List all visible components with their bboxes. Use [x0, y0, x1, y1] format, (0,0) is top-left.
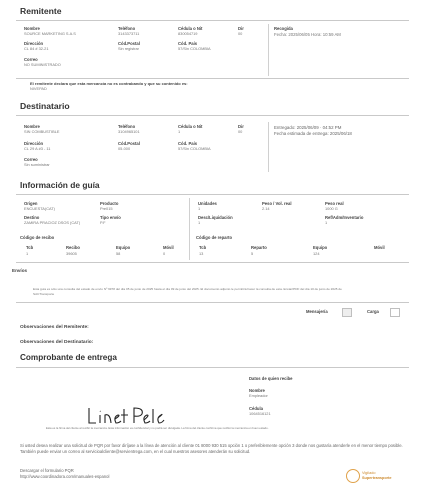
destinatario-cedula-label: Cédula o Nit	[178, 124, 203, 129]
footer-descargar: Descargar el formulario PQR	[20, 468, 74, 473]
recibo-col-label: Recibo	[66, 245, 80, 250]
remitente-divider	[16, 20, 409, 21]
guia-vdivider	[189, 198, 190, 260]
remitente-correo-value: NO SUMINISTRADO	[24, 62, 61, 67]
destinatario-title: Destinatario	[20, 101, 70, 111]
destinatario-direccion-value: CL 29 A #3 - 11	[24, 146, 51, 151]
obs-remitente-label: Observaciones del Remitente:	[20, 325, 89, 330]
supertransporte-logo-icon	[346, 469, 360, 483]
reparto-col-label: Reparto	[251, 245, 267, 250]
mensajeria-label: Mensajería	[306, 309, 328, 314]
peso-vol-value: 2.14	[262, 206, 270, 211]
destinatario-codpostal-label: Cód.Postal	[118, 141, 140, 146]
recibe-cedula-label: Cédula	[249, 406, 263, 411]
remitente-dir-label: Dir	[238, 26, 244, 31]
destinatario-vdivider	[268, 122, 269, 172]
destinatario-nombre-value: SIN COMBUSTIBLE	[24, 129, 60, 134]
descuento-value: 1	[198, 220, 201, 225]
comprobante-divider	[16, 367, 409, 368]
remitente-codpais-value: 57/Sin COLOMBIA	[178, 46, 211, 51]
supertransporte-logo-text	[362, 471, 392, 480]
logo-text-vigilado: Vigilado	[362, 471, 376, 475]
recogida-value: Fecha: 2025/06/05 Hora: 10:59 AM	[274, 32, 341, 37]
destinatario-telefono-value: 3104965101	[118, 129, 140, 134]
carga-checkbox[interactable]	[390, 308, 400, 317]
recibo-col-value: 0	[163, 251, 166, 256]
remitente-title: Remitente	[20, 6, 62, 16]
origen-label: Origen	[24, 201, 38, 206]
envios-line2: SACTransporte	[33, 292, 55, 296]
remitente-cedula-value: 830054719	[178, 31, 198, 36]
remitente-telefono-value: 3143373711	[118, 31, 140, 36]
destinatario-nombre-label: Nombre	[24, 124, 40, 129]
destinatario-codpostal-value: 05-000	[118, 146, 131, 151]
remitente-codpostal-value: Sin registrar	[118, 46, 139, 51]
unidades-value: 1	[198, 206, 201, 211]
reparto-col-label: Equipo	[313, 245, 328, 250]
guia-title: Información de guía	[20, 180, 100, 190]
guia-divider	[16, 194, 409, 195]
peso-real-label: Peso real	[325, 201, 344, 206]
codigo-reparto-label: Código de reparto	[196, 235, 233, 240]
guia-bottom-divider	[16, 262, 409, 263]
reparto-col-value: 124	[313, 251, 320, 256]
destinatario-cedula-value: 1	[178, 129, 181, 134]
datos-quien-recibe: Datos de quien recibe	[249, 376, 293, 381]
reparto-col-value: 5	[251, 251, 254, 256]
destinatario-dir-label: Dir	[238, 124, 244, 129]
codigo-recibo-label: Código de recibo	[20, 235, 55, 240]
refpersona-label: Ref/Adm/Inventario	[325, 215, 364, 220]
signature-drawing	[86, 405, 166, 427]
declaracion-value: NIVEPAD	[30, 86, 47, 91]
peso-vol-label: Peso / Vol. real	[262, 201, 292, 206]
declaracion-divider	[16, 78, 409, 79]
envios-divider	[16, 302, 409, 303]
destinatario-direccion-label: Dirección	[24, 141, 44, 146]
tipoenvio-value: P.F	[100, 220, 106, 225]
recibo-col-value: 1	[26, 251, 29, 256]
destinatario-telefono-label: Teléfono	[118, 124, 136, 129]
entregado-value: Entregado: 2025/06/09 · 04:52 PM	[274, 125, 342, 130]
destino-label: Destino	[24, 215, 40, 220]
comprobante-legal: Esta es la firma del cliente al recibir la mercancía. Esta información es confidencial y no podrá ser divulgada. La firma del cliente confirma que recibió la mercancía en buen estado.	[46, 427, 269, 430]
recibo-col-value: 58	[116, 251, 121, 256]
logo-text-super: Supertransporte	[362, 475, 392, 480]
producto-value: Pre015	[100, 206, 113, 211]
remitente-nombre-value: SOURCE MARKETING S.A.S	[24, 31, 76, 36]
remitente-cedula-label: Cédula o Nit	[178, 26, 203, 31]
remitente-dir-value: 00	[238, 31, 243, 36]
destinatario-correo-label: Correo	[24, 157, 38, 162]
destinatario-dir-value: 00	[238, 129, 243, 134]
carga-label: Carga	[367, 309, 379, 314]
tipoenvio-label: Tipo envío	[100, 215, 121, 220]
recibo-col-label: Equipo	[116, 245, 131, 250]
recibo-col-value: 39605	[66, 251, 77, 256]
envios-label: Envíos	[12, 268, 28, 273]
destinatario-codpais-value: 57/Sin COLOMBIA	[178, 146, 211, 151]
obs-destinatario-label: Observaciones del Destinatario:	[20, 340, 94, 345]
unidades-label: Unidades	[198, 201, 217, 206]
recibo-col-label: Tcb	[26, 245, 34, 250]
reparto-col-value: 13	[199, 251, 204, 256]
mensajeria-checkbox[interactable]	[342, 308, 352, 317]
destinatario-correo-value: Sin suministrar	[24, 162, 50, 167]
recogida-label: Recogida	[274, 26, 293, 31]
comprobante-title: Comprobante de entrega	[20, 353, 117, 362]
footer-pqr-note: Si usted desea realizar una solicitud de PQR por favor diríjase a la línea de atención al cliente 01 8000 930 515 opción 1 o preferiblemente opción 3 donde nos gustaría atenderle en el menor tiempo posible. También puede enviar un correo al servicioalcliente@servientrega.com, en el cual nuestros asesores atenderán su solicitud.	[20, 443, 403, 454]
destinatario-divider	[16, 115, 409, 116]
recibe-nombre-label: Nombre	[249, 388, 265, 393]
remitente-nombre-label: Nombre	[24, 26, 40, 31]
destino-value: ZAMIRA PRACIOZ DSOS (CAT)	[24, 220, 81, 225]
recibe-cedula-value: 1064516121	[249, 411, 271, 416]
reparto-col-label: Móvil	[374, 245, 385, 250]
footer-link[interactable]: http://www.coordinadora.com/manuales-espanol	[20, 474, 110, 479]
remitente-codpostal-label: Cód.Postal	[118, 41, 140, 46]
refpersona-value: 1	[325, 220, 328, 225]
reparto-col-label: Tcb	[199, 245, 207, 250]
fecha-entrega-value: Fecha estimada de entrega: 2025/06/18	[274, 131, 352, 136]
remitente-direccion-label: Dirección	[24, 41, 44, 46]
remitente-direccion-value: CL 84 # 32-21	[24, 46, 49, 51]
recibo-col-label: Móvil	[163, 245, 174, 250]
origen-value: ENCUESTA(CAT)	[24, 206, 55, 211]
remitente-vdivider	[268, 24, 269, 76]
remitente-codpais-label: Cód. País	[178, 41, 198, 46]
destinatario-codpais-label: Cód. País	[178, 141, 198, 146]
envios-line1: Esta guía es sólo una consulta del estado de envío Nº 9978 del día 05 de junio de 2025 hasta el día 09 de junio del 2025. El documento adjunto le permitirá hacer la consulta de esta. Enviar/PDF del día 10 de junio de 2025 de	[33, 287, 342, 291]
declaracion-label: El remitente declara que esta mercancía no es contrabando y que su contenido es:	[30, 81, 188, 86]
remitente-correo-label: Correo	[24, 57, 38, 62]
peso-real-value: 1000 G	[325, 206, 338, 211]
recibe-nombre-value: Empleador	[249, 393, 268, 398]
remitente-telefono-label: Teléfono	[118, 26, 136, 31]
descuento-label: Desc/Liquidación	[198, 215, 233, 220]
producto-label: Producto	[100, 201, 119, 206]
